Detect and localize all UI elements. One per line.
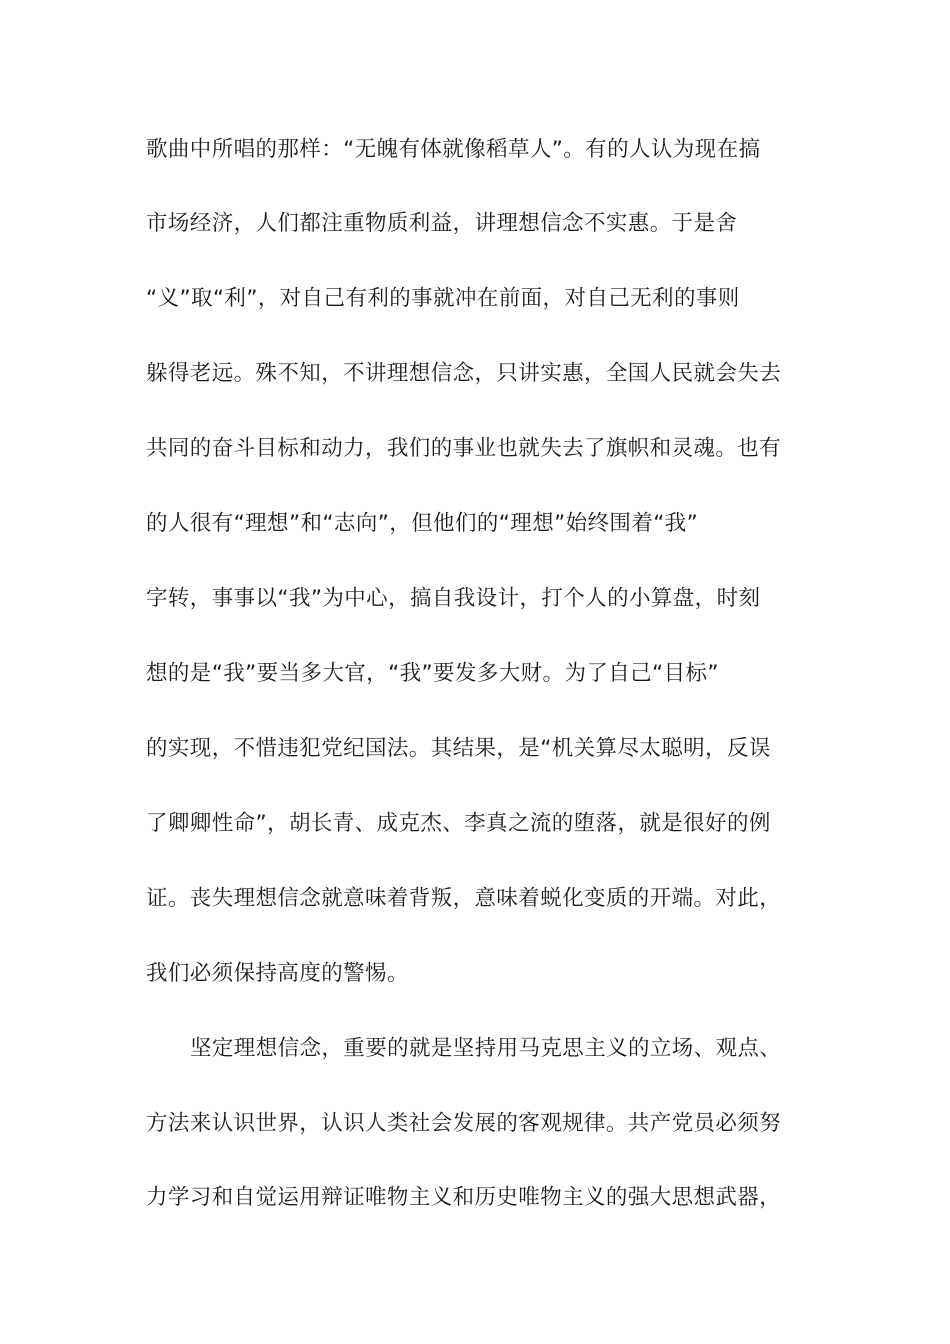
text-line: 字转，事事以“我”为中心，搞自我设计，打个人的小算盘，时刻 (146, 586, 761, 611)
paragraph-first-line: 坚定理想信念，重要的就是坚持用马克思主义的立场、观点、 (190, 1036, 782, 1061)
text-line: 证。丧失理想信念就意味着背叛，意味着蜕化变质的开端。对此， (146, 886, 782, 911)
text-line: “义”取“利”，对自己有利的事就冲在前面，对自己无利的事则 (146, 286, 740, 311)
text-line: 方法来认识世界，认识人类社会发展的客观规律。共产党员必须努 (146, 1111, 782, 1136)
text-line: 共同的奋斗目标和动力，我们的事业也就失去了旗帜和灵魂。也有 (146, 436, 782, 461)
text-line: 的人很有“理想”和“志向”，但他们的“理想”始终围着“我” (146, 511, 699, 536)
text-line: 躲得老远。殊不知，不讲理想信念，只讲实惠，全国人民就会失去 (146, 361, 782, 386)
text-line: 了卿卿性命”，胡长青、成克杰、李真之流的堕落，就是很好的例 (146, 811, 771, 836)
text-line: 力学习和自觉运用辩证唯物主义和历史唯物主义的强大思想武器， (146, 1185, 782, 1210)
text-line: 我们必须保持高度的警惕。 (146, 961, 409, 986)
text-line: 的实现，不惜违犯党纪国法。其结果，是“机关算尽太聪明，反误 (146, 736, 771, 761)
text-line: 市场经济，人们都注重物质利益，讲理想信念不实惠。于是舍 (146, 211, 738, 236)
text-line: 想的是“我”要当多大官，“我”要发多大财。为了自己“目标” (146, 661, 719, 686)
text-line: 歌曲中所唱的那样：“无魄有体就像稻草人”。有的人认为现在搞 (146, 137, 761, 162)
